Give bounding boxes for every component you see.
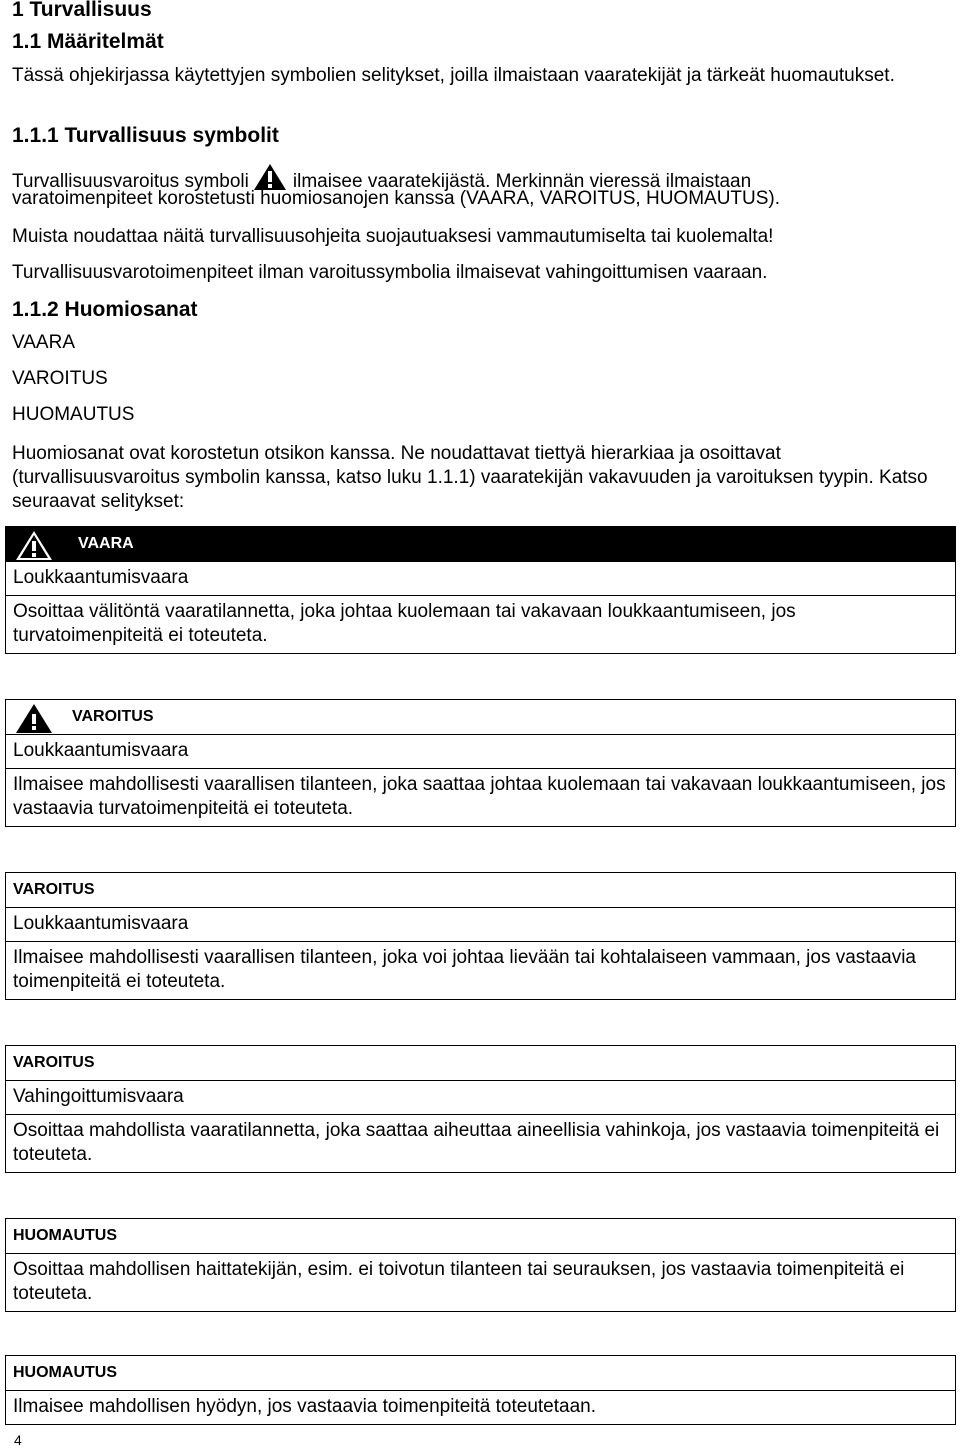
signal-word-varoitus: VAROITUS <box>12 368 108 389</box>
box-header <box>6 1219 955 1254</box>
subsection-title-words: 1.1.2 Huomiosanat <box>12 298 198 321</box>
box-title: VAROITUS <box>13 881 95 898</box>
signal-word-huomautus: HUOMAUTUS <box>12 404 135 425</box>
box-title: VAROITUS <box>72 708 154 725</box>
remember-text: Muista noudattaa näitä turvallisuusohjeita suojautuaksesi vammautumiselta tai kuolemalta! <box>12 226 774 247</box>
signal-word-vaara: VAARA <box>12 332 76 353</box>
box-varoitus-2 <box>5 872 956 1000</box>
box-huomautus-2 <box>5 1355 956 1425</box>
chapter-title: 1 Turvallisuus <box>12 0 152 21</box>
warning-triangle-icon <box>14 529 54 566</box>
box-title: VAROITUS <box>13 1054 95 1071</box>
box-text: Osoittaa mahdollisen haittatekijän, esim. ei toivotun tilanteen tai seurauksen, jos vastaavia toimenpiteitä ei toteuteta. <box>13 1259 905 1304</box>
symbol-sentence-2: varatoimenpiteet korostetusti huomiosanojen kanssa (VAARA, VAROITUS, HUOMAUTUS). <box>12 188 781 209</box>
intro-paragraph: Tässä ohjekirjassa käytettyjen symbolien selitykset, joilla ilmaistaan vaaratekijät ja tärkeät huomautukset. <box>12 65 895 86</box>
box-vaara <box>5 526 956 654</box>
box-title: HUOMAUTUS <box>13 1364 117 1381</box>
box-hazard: Loukkaantumisvaara <box>6 562 955 596</box>
box-header <box>6 873 955 908</box>
box-varoitus-1 <box>5 699 956 827</box>
box-text: Ilmaisee mahdollisesti vaarallisen tilanteen, joka saattaa johtaa kuolemaan tai vakavaan loukkaantumiseen, jos vastaavia turvatoimenpiteitä ei toteuteta. <box>13 774 946 819</box>
symbol-sentence-start: Turvallisuusvaroitus symboli <box>12 171 249 192</box>
box-header <box>6 1046 955 1081</box>
box-hazard: Loukkaantumisvaara <box>6 908 955 942</box>
box-title: HUOMAUTUS <box>13 1227 117 1244</box>
box-header <box>6 700 955 735</box>
subsection-title-symbols: 1.1.1 Turvallisuus symbolit <box>12 124 279 147</box>
box-title: VAARA <box>78 535 134 552</box>
box-hazard: Loukkaantumisvaara <box>6 735 955 769</box>
warning-triangle-icon <box>14 702 54 739</box>
box-text: Osoittaa välitöntä vaaratilannetta, joka johtaa kuolemaan tai vakavaan loukkaantumiseen, jos turvatoimenpiteitä ei toteuteta. <box>13 601 796 646</box>
box-huomautus-1 <box>5 1218 956 1312</box>
section-title: 1.1 Määritelmät <box>12 30 164 53</box>
page-number: 4 <box>14 1432 22 1448</box>
symbol-sentence-end: ilmaisee vaaratekijästä. Merkinnän vieressä ilmaistaan <box>292 171 752 192</box>
box-hazard: Vahingoittumisvaara <box>6 1081 955 1115</box>
box-text: Ilmaisee mahdollisesti vaarallisen tilanteen, joka voi johtaa lievään tai kohtalaiseen vammaan, jos vastaavia toimenpiteitä ei toteuteta. <box>13 947 916 992</box>
signal-words-description: Huomiosanat ovat korostetun otsikon kanssa. Ne noudattavat tiettyä hierarkiaa ja osoittavat (turvallisuusvaroitus symbolin kanssa, katso luku 1.1.1) vaaratekijän vakavuuden ja varoituksen tyypin. Katso seuraavat selitykset: <box>12 443 928 512</box>
box-text: Osoittaa mahdollista vaaratilannetta, joka saattaa aiheuttaa aineellisia vahinkoja, jos vastaavia toimenpiteitä ei toteuteta. <box>13 1120 940 1165</box>
box-text: Ilmaisee mahdollisen hyödyn, jos vastaavia toimenpiteitä toteutetaan. <box>13 1396 597 1417</box>
box-varoitus-3 <box>5 1045 956 1173</box>
box-header <box>6 527 955 562</box>
no-symbol-text: Turvallisuusvarotoimenpiteet ilman varoitussymbolia ilmaisevat vahingoittumisen vaaraan. <box>12 262 768 283</box>
box-header <box>6 1356 955 1391</box>
